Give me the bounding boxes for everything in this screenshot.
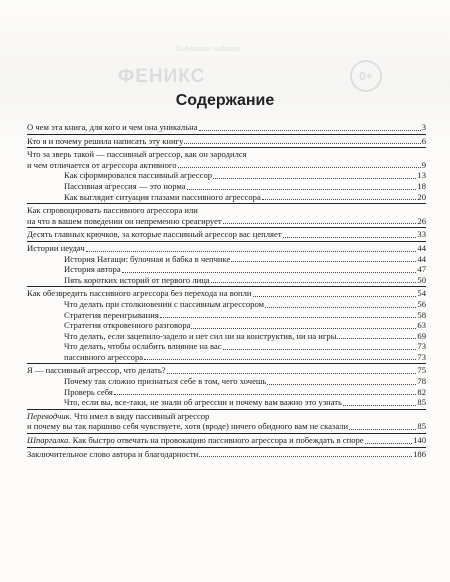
toc-leader-dots <box>267 384 416 385</box>
toc-page-number: 50 <box>417 274 426 285</box>
toc-subentry[interactable] <box>64 254 426 265</box>
toc-section <box>27 287 426 364</box>
toc-entry-title <box>27 411 209 422</box>
toc-page-number: 20 <box>417 191 426 202</box>
toc-page-number: 18 <box>417 180 426 191</box>
toc-page-number: 186 <box>413 448 426 459</box>
toc-entry-title: Почему так сложно признаться себе в том, чего хочешь <box>64 376 267 387</box>
toc-entry-title: История автора <box>64 264 121 275</box>
toc-entry-title: Что делать, чтобы ослабить влияние на вас <box>64 341 222 352</box>
toc-leader-dots <box>187 189 417 190</box>
toc-page-number: 75 <box>417 365 426 376</box>
toc-entry-title: Что, если вы, все-таки, не знали об агрессии и почему вам важно это узнать <box>64 397 342 408</box>
toc-subentry[interactable] <box>64 181 426 192</box>
toc-entry[interactable] <box>27 122 426 133</box>
show-through-header: Подлинное издание <box>175 44 241 53</box>
toc-page-number: 3 <box>421 122 426 132</box>
toc-leader-dots <box>262 199 417 200</box>
toc-page-number: 26 <box>417 215 426 226</box>
toc-subentry[interactable] <box>64 299 426 310</box>
toc-entry-title: Проверь себя <box>64 386 113 397</box>
toc-leader-dots <box>191 328 416 329</box>
toc-entry[interactable] <box>27 421 426 432</box>
toc-entry[interactable] <box>27 149 426 160</box>
toc-leader-dots <box>199 130 421 131</box>
toc-subentry[interactable] <box>64 320 426 331</box>
toc-entry-title: и почему вы так паршиво себя чувствуете, хотя (вроде) ничего обидного вам не сказали <box>27 421 349 432</box>
toc-section <box>27 364 426 409</box>
toc-subentry[interactable] <box>64 192 426 203</box>
toc-page-number: 140 <box>413 435 426 446</box>
toc-entry-title: О чем эта книга, для кого и чем она уникальна <box>27 122 198 132</box>
toc-entry[interactable] <box>27 365 426 376</box>
toc-section <box>27 121 426 135</box>
toc-subentry[interactable] <box>64 352 426 363</box>
toc-section <box>27 148 426 204</box>
show-through-age-badge: 0+ <box>350 60 382 92</box>
toc-leader-dots <box>144 359 416 360</box>
toc-leader-dots <box>349 429 416 430</box>
toc-entry[interactable] <box>27 449 426 460</box>
toc-entry-title: Стратегия переигрывания <box>64 309 159 320</box>
toc-subentry[interactable] <box>64 310 426 321</box>
toc-leader-dots <box>213 178 416 179</box>
toc-entry-title: Я — пассивный агрессор, что делать? <box>27 365 166 376</box>
toc-entry-title: Истории неудач <box>27 242 85 253</box>
toc-entry[interactable] <box>27 288 426 299</box>
toc-entry-title: на что в вашем поведении он непременно среагирует <box>27 215 222 226</box>
toc-leader-dots <box>160 317 417 318</box>
toc-entry[interactable] <box>27 243 426 254</box>
toc-subentry[interactable] <box>64 264 426 275</box>
toc-page-number: 73 <box>417 351 426 362</box>
toc-subentry[interactable] <box>64 170 426 181</box>
toc-entry-title: История Натащи: булочная и бабка в чепчике <box>64 253 231 264</box>
toc-leader-dots <box>253 296 417 297</box>
toc-leader-dots <box>122 272 417 273</box>
toc-entry-title: Как выглядит ситуация глазами пассивного агрессора <box>64 191 261 202</box>
toc-subentry[interactable] <box>64 341 426 352</box>
toc-entry-title: Что за зверь такой — пассивный агрессор, как он зародился <box>27 149 247 160</box>
toc-section <box>27 204 426 228</box>
toc-entry[interactable] <box>27 411 426 422</box>
toc-section <box>27 135 426 149</box>
toc-entry-title: Заключительное слово автора и благодарности <box>27 448 199 459</box>
toc-page-number: 6 <box>421 135 426 146</box>
toc-section <box>27 434 426 448</box>
toc-page-number: 73 <box>417 341 426 352</box>
toc-page-number: 82 <box>417 386 426 397</box>
toc-entry[interactable] <box>27 229 426 240</box>
toc-page-number: 78 <box>417 376 426 387</box>
show-through-logo: ФЕНИКС <box>118 66 206 87</box>
toc-entry-title: Как обезвредить пассивного агрессора без перехода на вопли <box>27 288 252 299</box>
toc-page-number: 9 <box>421 159 426 170</box>
toc-section <box>27 242 426 287</box>
toc-subentry[interactable] <box>64 331 426 342</box>
toc-entry[interactable] <box>27 216 426 227</box>
toc-page-number: 47 <box>417 264 426 275</box>
toc-leader-dots <box>365 443 412 444</box>
toc-entry-title: Десять главных крючков, за которые пассивный агрессор вас цепляет <box>27 229 282 240</box>
toc-entry-italic-prefix: Переводчик. <box>27 410 72 421</box>
toc-section <box>27 228 426 242</box>
toc-page-number: 44 <box>417 242 426 253</box>
toc-entry-title: Пять коротких историй от первого лица <box>64 274 210 285</box>
toc-leader-dots <box>184 143 420 144</box>
toc-entry-title <box>27 435 364 446</box>
toc-subentry[interactable] <box>64 376 426 387</box>
toc-entry-title: Как спровоцировать пассивного агрессора или <box>27 205 198 216</box>
toc-entry-title: Как сформировался пассивный агрессор <box>64 170 213 181</box>
toc-entry-title: Пассивная агрессия — это норма <box>64 180 186 191</box>
toc-entry-title: пассивного агрессора <box>64 351 144 362</box>
toc-leader-dots <box>343 405 416 406</box>
toc-entry-italic-prefix: Шпаргалка. <box>27 435 71 446</box>
toc-leader-dots <box>114 394 417 395</box>
toc-entry-title: Что делать, если зацепило-задело и нет сил ни на конструктив, ни на игры <box>64 330 337 341</box>
toc-entry-title-rest: Что имел в виду пассивный агрессор <box>71 410 210 421</box>
toc-leader-dots <box>231 261 416 262</box>
toc-entry[interactable] <box>27 435 426 446</box>
toc-leader-dots <box>211 282 417 283</box>
toc-leader-dots <box>178 167 421 168</box>
toc-subentry[interactable] <box>64 275 426 286</box>
toc-leader-dots <box>223 349 417 350</box>
toc-page-number: 56 <box>417 298 426 309</box>
toc-page-number: 69 <box>417 330 426 341</box>
toc-entry-title: Что делать при столкновении с пассивным агрессором <box>64 298 265 309</box>
toc-page-number: 58 <box>417 309 426 320</box>
toc-entry-title: Стратегия откровенного разговора <box>64 320 191 331</box>
toc-entry-title: и чем отличается от агрессора активного <box>27 159 177 170</box>
toc-leader-dots <box>283 237 417 238</box>
toc-entry[interactable] <box>27 160 426 171</box>
toc-page-number: 13 <box>417 170 426 181</box>
toc-leader-dots <box>337 338 416 339</box>
toc-section <box>27 410 426 434</box>
toc-leader-dots <box>167 373 417 374</box>
toc-page-number: 54 <box>417 288 426 299</box>
toc-page-number: 44 <box>417 253 426 264</box>
toc-page-number: 63 <box>417 320 426 331</box>
toc-leader-dots <box>265 307 416 308</box>
toc-entry-title: Кто я и почему решила написать эту книгу <box>27 135 184 146</box>
page-title: Содержание <box>175 92 275 109</box>
toc-section <box>27 448 426 461</box>
toc-entry[interactable] <box>27 205 426 216</box>
toc-page-number: 33 <box>417 229 426 240</box>
toc-page-number: 85 <box>417 421 426 432</box>
toc-page-number: 85 <box>417 397 426 408</box>
toc-subentry[interactable] <box>64 397 426 408</box>
table-of-contents <box>27 121 426 460</box>
toc-leader-dots <box>86 251 417 252</box>
toc-subentry[interactable] <box>64 387 426 398</box>
toc-leader-dots <box>223 223 417 224</box>
toc-entry[interactable] <box>27 136 426 147</box>
toc-leader-dots <box>199 456 412 457</box>
toc-entry-title-rest: Как быстро отвечать на провокацию пассивного агрессора и побеждать в споре <box>70 435 364 446</box>
